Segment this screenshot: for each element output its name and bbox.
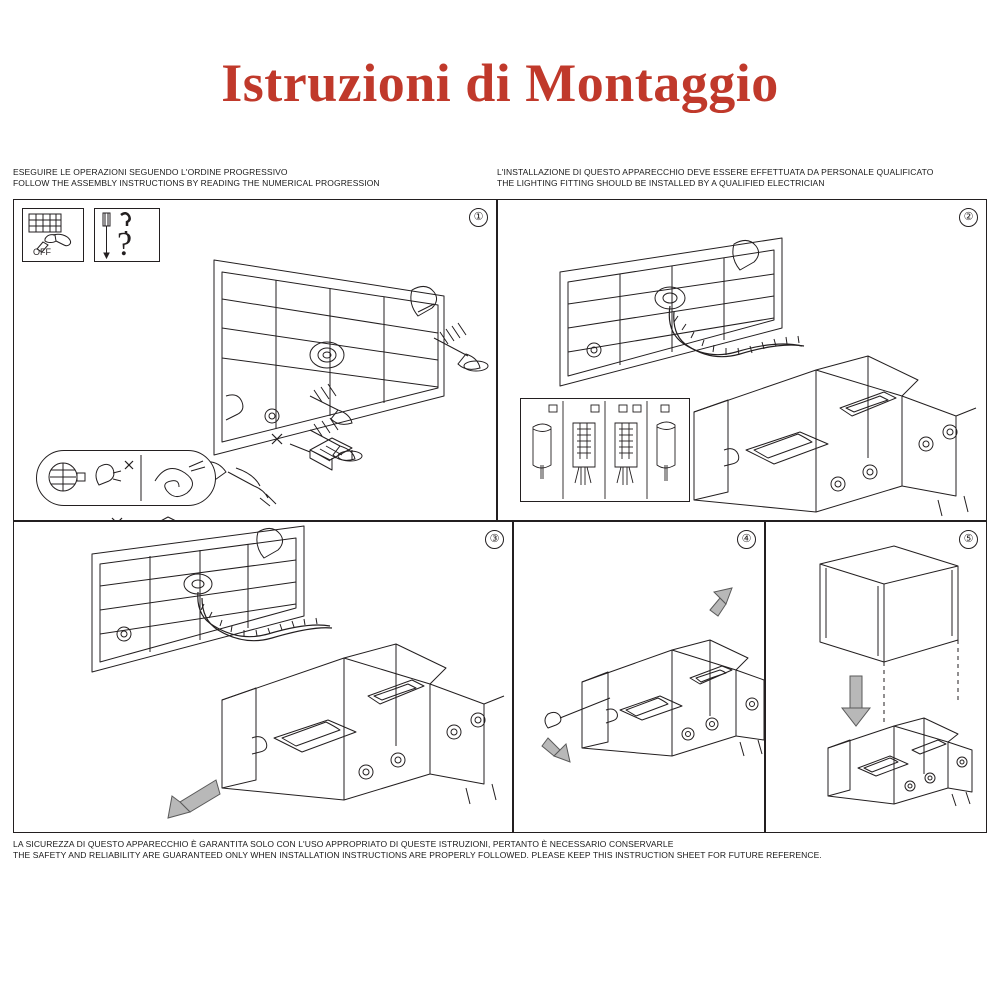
direction-arrow-step-3 bbox=[168, 780, 220, 818]
caption-top-left bbox=[13, 167, 380, 188]
caption-bottom-it: LA SICUREZZA DI QUESTO APPARECCHIO È GARANTITA SOLO CON L'USO APPROPRIATO DI QUESTE ISTRUZIONI, PERTANTO È NECESSARIO CONSERVARLE bbox=[13, 839, 674, 849]
step-4-illustration bbox=[514, 522, 766, 834]
step-4-number: ④ bbox=[737, 530, 756, 549]
direction-arrow-step-4-top bbox=[710, 588, 732, 616]
caption-bottom bbox=[13, 839, 822, 860]
step-4-panel bbox=[513, 521, 765, 833]
step-2-panel bbox=[497, 199, 987, 521]
step-5-panel bbox=[765, 521, 987, 833]
question-mark-label: ? bbox=[117, 226, 133, 263]
step-3-panel bbox=[13, 521, 513, 833]
assembly-diagram bbox=[13, 199, 987, 833]
step-1-panel bbox=[13, 199, 497, 521]
lamp-cable-detail-box bbox=[36, 450, 216, 506]
caption-top-right-en: THE LIGHTING FITTING SHOULD BE INSTALLED BY A QUALIFIED ELECTRICIAN bbox=[497, 177, 825, 188]
caption-top-right-it: L'INSTALLAZIONE DI QUESTO APPARECCHIO DEVE ESSERE EFFETTUATA DA PERSONALE QUALIFICATO bbox=[497, 167, 934, 177]
step-5-illustration bbox=[766, 522, 988, 834]
step-2-number: ② bbox=[959, 208, 978, 227]
terminal-block-detail-box bbox=[520, 398, 690, 502]
step-5-number: ⑤ bbox=[959, 530, 978, 549]
direction-arrow-step-5 bbox=[842, 676, 870, 726]
page-title: Istruzioni di Montaggio bbox=[221, 53, 779, 113]
step-3-illustration bbox=[14, 522, 514, 834]
step-1-number: ① bbox=[469, 208, 488, 227]
caption-top-right bbox=[497, 167, 933, 188]
step-3-number: ③ bbox=[485, 530, 504, 549]
direction-arrow-step-4-bottom bbox=[542, 738, 570, 762]
power-off-label: OFF bbox=[33, 247, 51, 257]
caption-top-left-it: ESEGUIRE LE OPERAZIONI SEGUENDO L'ORDINE PROGRESSIVO bbox=[13, 167, 288, 177]
caption-bottom-en: THE SAFETY AND RELIABILITY ARE GUARANTEED ONLY WHEN INSTALLATION INSTRUCTIONS ARE PROPERLY FOLLOWED. PLEASE KEEP THIS INSTRUCTION SHEET FOR FUTURE REFERENCE. bbox=[13, 849, 822, 860]
caption-top-left-en: FOLLOW THE ASSEMBLY INSTRUCTIONS BY READING THE NUMERICAL PROGRESSION bbox=[13, 177, 380, 188]
